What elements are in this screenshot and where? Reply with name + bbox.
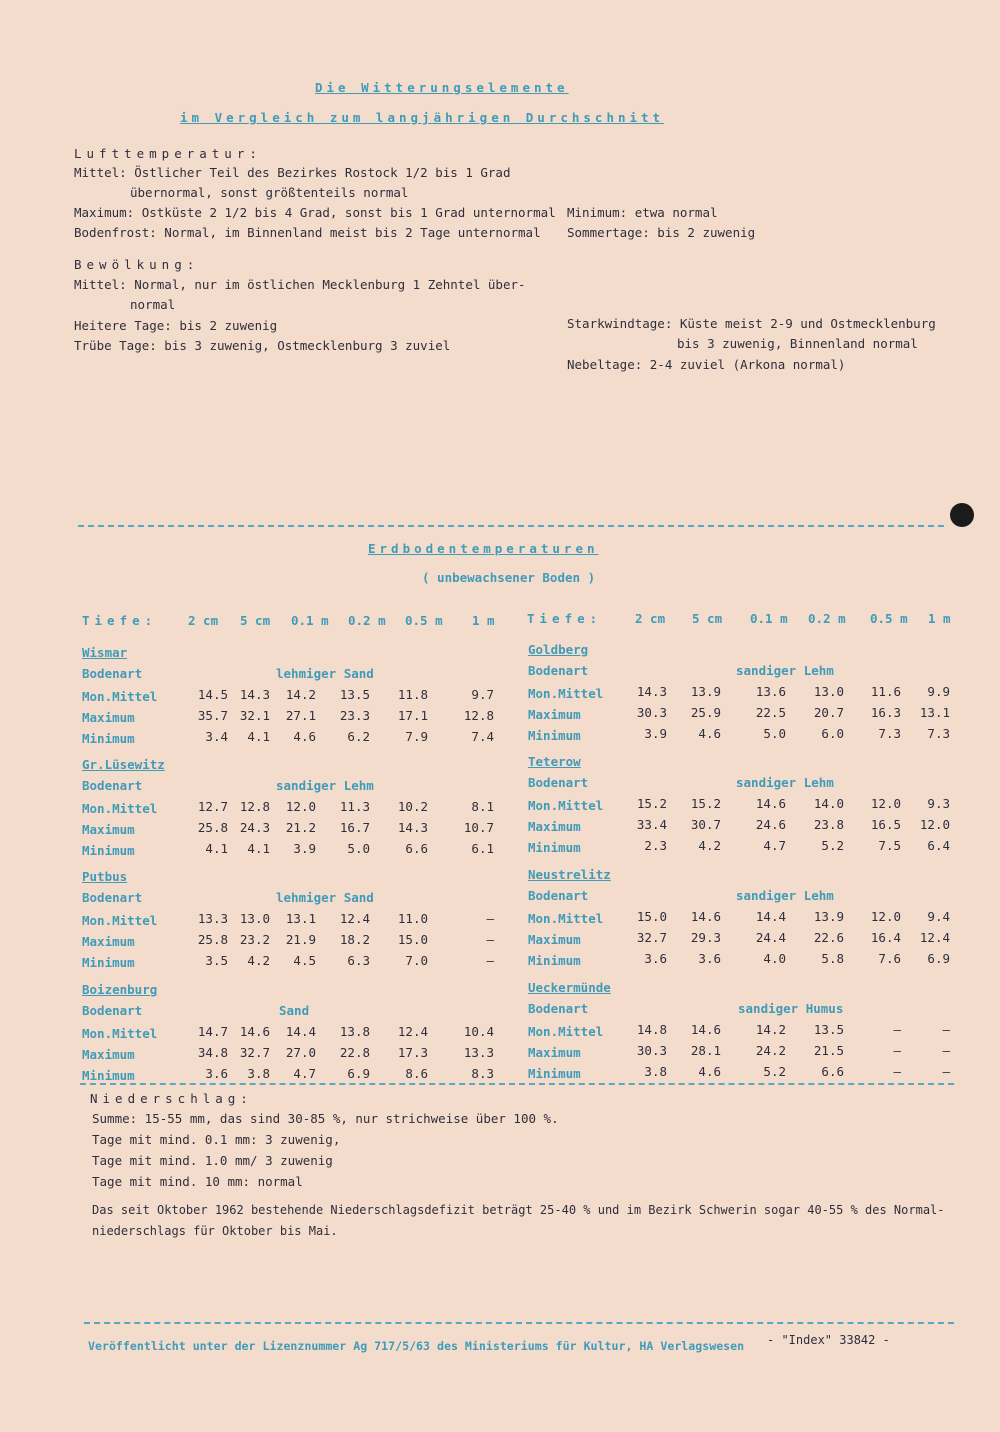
table-cell: 9.4 — [927, 909, 950, 924]
table-cell: 20.7 — [813, 705, 844, 720]
row-label-max: Maximum — [82, 934, 135, 949]
row-label-max: Maximum — [82, 822, 135, 837]
niederschlag-heading: Niederschlag: — [90, 1091, 253, 1106]
table-cell: 2.3 — [644, 838, 667, 853]
row-label-min: Minimum — [528, 1066, 581, 1081]
title-line-2: im Vergleich zum langjährigen Durchschnitt — [180, 110, 665, 125]
table-cell: 14.4 — [285, 1024, 316, 1039]
lufttemperatur-heading: Lufttemperatur: — [74, 146, 262, 161]
lufttemperatur-maximum: Maximum: Ostküste 2 1/2 bis 4 Grad, sonst bis 1 Grad unternormal — [74, 205, 556, 220]
table-cell: – — [893, 1064, 901, 1079]
table-cell: 30.3 — [636, 1043, 667, 1058]
table-cell: 11.3 — [339, 799, 370, 814]
table-cell: 5.0 — [763, 726, 786, 741]
header-05m: 0.5 m — [405, 613, 443, 628]
table-cell: 10.2 — [397, 799, 428, 814]
table-cell: 6.3 — [347, 953, 370, 968]
table-cell: 4.7 — [293, 1066, 316, 1081]
row-label-max: Maximum — [82, 1047, 135, 1062]
table-cell: 29.3 — [690, 930, 721, 945]
header-01m: 0.1 m — [750, 611, 788, 626]
table-cell: 15.0 — [397, 932, 428, 947]
table-cell: 13.3 — [197, 911, 228, 926]
table-cell: 4.5 — [293, 953, 316, 968]
table-cell: 14.2 — [285, 687, 316, 702]
row-label-max: Maximum — [528, 1045, 581, 1060]
table-cell: 12.8 — [463, 708, 494, 723]
table-cell: 9.9 — [927, 684, 950, 699]
table-cell: 3.4 — [205, 729, 228, 744]
table-cell: 34.8 — [197, 1045, 228, 1060]
row-label-min: Minimum — [528, 840, 581, 855]
table-cell: 3.9 — [644, 726, 667, 741]
row-label-min: Minimum — [82, 955, 135, 970]
bewoelkung-truebe-tage: Trübe Tage: bis 3 zuwenig, Ostmecklenburg 3 zuviel — [74, 338, 451, 353]
nebeltage: Nebeltage: 2-4 zuviel (Arkona normal) — [567, 357, 846, 372]
soil-type: lehmiger Sand — [276, 890, 374, 905]
niederschlag-defizit-1: Das seit Oktober 1962 bestehende Niederschlagsdefizit beträgt 25-40 % und im Bezirk Schwerin sogar 40-55 % des Normal- — [92, 1203, 945, 1217]
erdboden-title: Erdbodentemperaturen — [368, 541, 599, 556]
soil-type: sandiger Lehm — [276, 778, 374, 793]
niederschlag-defizit-2: niederschlags für Oktober bis Mai. — [92, 1224, 338, 1238]
table-cell: 21.5 — [813, 1043, 844, 1058]
row-label-mittel: Mon.Mittel — [528, 1024, 604, 1039]
table-cell: 21.2 — [285, 820, 316, 835]
soil-type: sandiger Humus — [738, 1001, 844, 1016]
table-cell: 8.3 — [471, 1066, 494, 1081]
table-cell: – — [486, 932, 494, 947]
table-cell: 32.7 — [239, 1045, 270, 1060]
table-cell: 17.1 — [397, 708, 428, 723]
row-label-bodenart: Bodenart — [528, 775, 589, 790]
table-cell: 33.4 — [636, 817, 667, 832]
erdboden-subtitle: ( unbewachsener Boden ) — [422, 570, 596, 585]
lufttemperatur-sommertage: Sommertage: bis 2 zuwenig — [567, 225, 756, 240]
row-label-max: Maximum — [528, 707, 581, 722]
niederschlag-summe: Summe: 15-55 mm, das sind 30-85 %, nur strichweise über 100 %. — [92, 1111, 559, 1126]
table-cell: 32.1 — [239, 708, 270, 723]
row-label-mittel: Mon.Mittel — [528, 798, 604, 813]
table-cell: 5.2 — [763, 1064, 786, 1079]
soil-type: sandiger Lehm — [736, 888, 834, 903]
table-cell: 12.0 — [870, 796, 901, 811]
table-cell: 4.1 — [247, 729, 270, 744]
table-cell: – — [486, 953, 494, 968]
table-cell: 24.4 — [755, 930, 786, 945]
table-cell: 9.3 — [927, 796, 950, 811]
table-cell: 5.2 — [821, 838, 844, 853]
lufttemperatur-mittel-1: Mittel: Östlicher Teil des Bezirkes Rostock 1/2 bis 1 Grad — [74, 165, 511, 180]
row-label-min: Minimum — [528, 953, 581, 968]
table-cell: 13.1 — [919, 705, 950, 720]
table-cell: 6.9 — [927, 951, 950, 966]
row-label-min: Minimum — [82, 843, 135, 858]
table-cell: 8.6 — [405, 1066, 428, 1081]
station-name: Putbus — [82, 869, 128, 884]
table-cell: 7.5 — [878, 838, 901, 853]
row-label-mittel: Mon.Mittel — [82, 913, 158, 928]
table-cell: 14.7 — [197, 1024, 228, 1039]
table-cell: 4.2 — [698, 838, 721, 853]
table-cell: – — [942, 1022, 950, 1037]
row-label-max: Maximum — [528, 819, 581, 834]
table-cell: 6.6 — [821, 1064, 844, 1079]
table-cell: 15.0 — [636, 909, 667, 924]
table-cell: 3.6 — [698, 951, 721, 966]
table-cell: – — [942, 1064, 950, 1079]
table-cell: 30.3 — [636, 705, 667, 720]
table-cell: 6.4 — [927, 838, 950, 853]
table-cell: 14.6 — [690, 909, 721, 924]
table-cell: 7.4 — [471, 729, 494, 744]
table-cell: 3.8 — [644, 1064, 667, 1079]
header-02m: 0.2 m — [348, 613, 386, 628]
table-cell: 13.5 — [339, 687, 370, 702]
table-cell: 13.5 — [813, 1022, 844, 1037]
header-1m: 1 m — [472, 613, 495, 628]
table-cell: 3.6 — [205, 1066, 228, 1081]
header-2cm: 2 cm — [635, 611, 666, 626]
lufttemperatur-mittel-2: übernormal, sonst größtenteils normal — [130, 185, 409, 200]
row-label-max: Maximum — [82, 710, 135, 725]
table-cell: 4.0 — [763, 951, 786, 966]
title-line-1: Die Witterungselemente — [315, 80, 569, 95]
station-name: Boizenburg — [82, 982, 158, 997]
table-cell: 12.4 — [397, 1024, 428, 1039]
table-cell: 21.9 — [285, 932, 316, 947]
table-cell: 14.8 — [636, 1022, 667, 1037]
table-cell: 4.1 — [247, 841, 270, 856]
table-cell: 7.9 — [405, 729, 428, 744]
header-tiefe: Tiefe: — [527, 611, 603, 626]
table-cell: 30.7 — [690, 817, 721, 832]
header-2cm: 2 cm — [188, 613, 219, 628]
table-cell: 3.9 — [293, 841, 316, 856]
lufttemperatur-minimum: Minimum: etwa normal — [567, 205, 718, 220]
table-cell: 28.1 — [690, 1043, 721, 1058]
table-cell: 13.9 — [690, 684, 721, 699]
table-cell: 12.8 — [239, 799, 270, 814]
soil-type: sandiger Lehm — [736, 775, 834, 790]
table-cell: 4.6 — [698, 726, 721, 741]
header-01m: 0.1 m — [291, 613, 329, 628]
table-cell: 13.9 — [813, 909, 844, 924]
row-label-min: Minimum — [528, 728, 581, 743]
header-02m: 0.2 m — [808, 611, 846, 626]
table-cell: 12.4 — [339, 911, 370, 926]
table-cell: 12.0 — [285, 799, 316, 814]
table-cell: 7.0 — [405, 953, 428, 968]
table-cell: 13.8 — [339, 1024, 370, 1039]
table-cell: 16.7 — [339, 820, 370, 835]
table-cell: 14.5 — [197, 687, 228, 702]
row-label-bodenart: Bodenart — [82, 1003, 143, 1018]
row-label-max: Maximum — [528, 932, 581, 947]
table-cell: 4.1 — [205, 841, 228, 856]
table-cell: 25.9 — [690, 705, 721, 720]
table-cell: 6.9 — [347, 1066, 370, 1081]
table-cell: 16.4 — [870, 930, 901, 945]
row-label-bodenart: Bodenart — [528, 663, 589, 678]
lufttemperatur-bodenfrost: Bodenfrost: Normal, im Binnenland meist bis 2 Tage unternormal — [74, 225, 541, 240]
table-cell: 14.4 — [755, 909, 786, 924]
starkwindtage-1: Starkwindtage: Küste meist 2-9 und Ostmecklenburg — [567, 316, 936, 331]
table-cell: 16.5 — [870, 817, 901, 832]
table-cell: 6.0 — [821, 726, 844, 741]
table-cell: 15.2 — [636, 796, 667, 811]
table-cell: 14.0 — [813, 796, 844, 811]
table-cell: 8.1 — [471, 799, 494, 814]
table-cell: 6.1 — [471, 841, 494, 856]
table-cell: 3.6 — [644, 951, 667, 966]
table-cell: 24.3 — [239, 820, 270, 835]
table-cell: 24.6 — [755, 817, 786, 832]
header-1m: 1 m — [928, 611, 951, 626]
table-cell: 11.6 — [870, 684, 901, 699]
table-cell: 23.2 — [239, 932, 270, 947]
separator-line — [84, 1322, 954, 1324]
table-cell: 13.3 — [463, 1045, 494, 1060]
table-cell: 5.8 — [821, 951, 844, 966]
table-cell: 15.2 — [690, 796, 721, 811]
soil-type: Sand — [279, 1003, 310, 1018]
table-cell: 16.3 — [870, 705, 901, 720]
table-cell: 14.2 — [755, 1022, 786, 1037]
bewoelkung-mittel-1: Mittel: Normal, nur im östlichen Mecklenburg 1 Zehntel über- — [74, 277, 526, 292]
row-label-bodenart: Bodenart — [82, 890, 143, 905]
table-cell: 22.5 — [755, 705, 786, 720]
table-cell: – — [942, 1043, 950, 1058]
table-cell: 11.0 — [397, 911, 428, 926]
table-cell: – — [893, 1043, 901, 1058]
niederschlag-tage-100: Tage mit mind. 10 mm: normal — [92, 1174, 303, 1189]
niederschlag-tage-01: Tage mit mind. 0.1 mm: 3 zuwenig, — [92, 1132, 341, 1147]
table-cell: 7.3 — [927, 726, 950, 741]
bewoelkung-heitere-tage: Heitere Tage: bis 2 zuwenig — [74, 318, 278, 333]
table-cell: 7.3 — [878, 726, 901, 741]
table-cell: 13.0 — [813, 684, 844, 699]
table-cell: – — [486, 911, 494, 926]
row-label-min: Minimum — [82, 731, 135, 746]
station-name: Neustrelitz — [528, 867, 611, 882]
table-cell: 12.7 — [197, 799, 228, 814]
table-cell: 25.8 — [197, 932, 228, 947]
header-tiefe: Tiefe: — [82, 613, 158, 628]
row-label-mittel: Mon.Mittel — [528, 686, 604, 701]
header-05m: 0.5 m — [870, 611, 908, 626]
table-cell: 18.2 — [339, 932, 370, 947]
header-5cm: 5 cm — [692, 611, 723, 626]
table-cell: 14.6 — [755, 796, 786, 811]
table-cell: 13.0 — [239, 911, 270, 926]
table-cell: 10.7 — [463, 820, 494, 835]
row-label-bodenart: Bodenart — [82, 778, 143, 793]
row-label-min: Minimum — [82, 1068, 135, 1083]
station-name: Ueckermünde — [528, 980, 611, 995]
row-label-mittel: Mon.Mittel — [82, 1026, 158, 1041]
punch-hole — [950, 503, 974, 527]
row-label-bodenart: Bodenart — [528, 888, 589, 903]
table-cell: 12.0 — [870, 909, 901, 924]
header-5cm: 5 cm — [240, 613, 271, 628]
table-cell: 7.6 — [878, 951, 901, 966]
table-cell: 9.7 — [471, 687, 494, 702]
bewoelkung-mittel-2: normal — [130, 297, 176, 312]
table-cell: – — [893, 1022, 901, 1037]
station-name: Goldberg — [528, 642, 589, 657]
table-cell: 22.8 — [339, 1045, 370, 1060]
table-cell: 12.4 — [919, 930, 950, 945]
row-label-mittel: Mon.Mittel — [82, 689, 158, 704]
table-cell: 3.5 — [205, 953, 228, 968]
table-cell: 27.1 — [285, 708, 316, 723]
table-cell: 27.0 — [285, 1045, 316, 1060]
row-label-bodenart: Bodenart — [82, 666, 143, 681]
table-cell: 5.0 — [347, 841, 370, 856]
table-cell: 14.6 — [690, 1022, 721, 1037]
station-name: Wismar — [82, 645, 128, 660]
row-label-mittel: Mon.Mittel — [528, 911, 604, 926]
separator-line — [80, 1083, 954, 1085]
row-label-mittel: Mon.Mittel — [82, 801, 158, 816]
table-cell: 14.3 — [239, 687, 270, 702]
table-cell: 14.3 — [397, 820, 428, 835]
table-cell: 23.8 — [813, 817, 844, 832]
separator-line — [78, 525, 944, 527]
table-cell: 12.0 — [919, 817, 950, 832]
soil-type: lehmiger Sand — [276, 666, 374, 681]
table-cell: 4.6 — [698, 1064, 721, 1079]
table-cell: 4.7 — [763, 838, 786, 853]
footer-license: Veröffentlicht unter der Lizenznummer Ag 717/5/63 des Ministeriums für Kultur, HA Verlagswesen — [88, 1339, 745, 1353]
table-cell: 14.6 — [239, 1024, 270, 1039]
table-cell: 22.6 — [813, 930, 844, 945]
table-cell: 6.6 — [405, 841, 428, 856]
table-cell: 14.3 — [636, 684, 667, 699]
table-cell: 6.2 — [347, 729, 370, 744]
soil-type: sandiger Lehm — [736, 663, 834, 678]
table-cell: 10.4 — [463, 1024, 494, 1039]
bewoelkung-heading: Bewölkung: — [74, 257, 200, 272]
table-cell: 4.2 — [247, 953, 270, 968]
footer-index: - "Index" 33842 - — [767, 1333, 890, 1347]
row-label-bodenart: Bodenart — [528, 1001, 589, 1016]
table-cell: 23.3 — [339, 708, 370, 723]
table-cell: 32.7 — [636, 930, 667, 945]
table-cell: 13.6 — [755, 684, 786, 699]
station-name: Teterow — [528, 754, 581, 769]
table-cell: 35.7 — [197, 708, 228, 723]
table-cell: 3.8 — [247, 1066, 270, 1081]
station-name: Gr.Lüsewitz — [82, 757, 165, 772]
table-cell: 11.8 — [397, 687, 428, 702]
starkwindtage-2: bis 3 zuwenig, Binnenland normal — [677, 336, 918, 351]
table-cell: 4.6 — [293, 729, 316, 744]
niederschlag-tage-10: Tage mit mind. 1.0 mm/ 3 zuwenig — [92, 1153, 333, 1168]
table-cell: 13.1 — [285, 911, 316, 926]
table-cell: 25.8 — [197, 820, 228, 835]
table-cell: 17.3 — [397, 1045, 428, 1060]
table-cell: 24.2 — [755, 1043, 786, 1058]
